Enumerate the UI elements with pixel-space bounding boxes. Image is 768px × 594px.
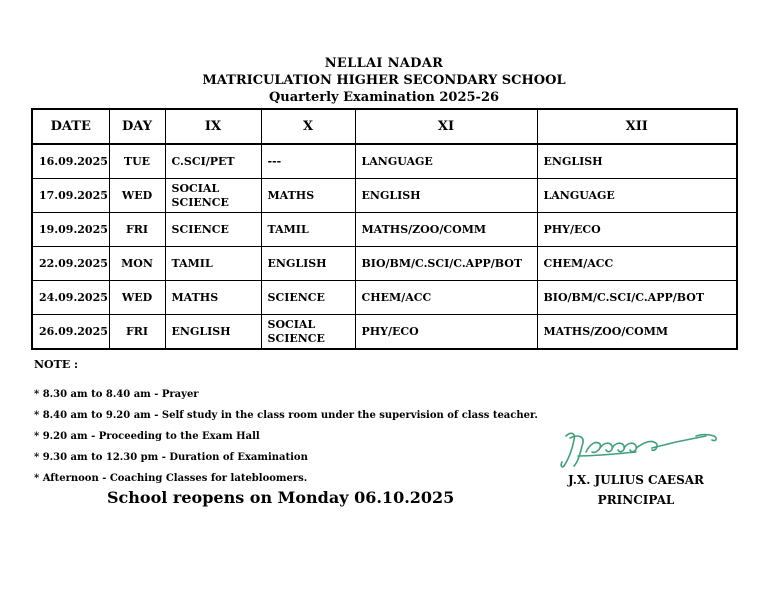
principal-block (556, 470, 716, 510)
cell-ix: ENGLISH (165, 315, 261, 350)
column-header-xii: XII (537, 109, 737, 144)
column-header-day: DAY (109, 109, 165, 144)
cell-date: 26.09.2025 (32, 315, 109, 350)
column-header-date: DATE (32, 109, 109, 144)
principal-title: PRINCIPAL (597, 493, 675, 507)
column-header-ix: IX (165, 109, 261, 144)
cell-ix: SOCIAL SCIENCE (165, 179, 261, 213)
table-row (32, 315, 737, 350)
cell-xii: BIO/BM/C.SCI/C.APP/BOT (537, 281, 737, 315)
principal-name: J.X. JULIUS CAESAR (567, 473, 705, 487)
list-item: * 8.30 am to 8.40 am - Prayer (34, 389, 199, 400)
principal-signature-icon (556, 426, 726, 470)
notes-list (34, 384, 538, 489)
cell-date: 17.09.2025 (32, 179, 109, 213)
cell-x: ENGLISH (261, 247, 355, 281)
exam-title: Quarterly Examination 2025-26 (268, 90, 500, 105)
column-header-xi: XI (355, 109, 537, 144)
cell-day: FRI (109, 213, 165, 247)
cell-ix: MATHS (165, 281, 261, 315)
cell-x: SOCIAL SCIENCE (261, 315, 355, 350)
cell-x: --- (261, 144, 355, 179)
table-row (32, 144, 737, 179)
table-row (32, 213, 737, 247)
cell-xii: PHY/ECO (537, 213, 737, 247)
document-header (0, 55, 768, 106)
cell-day: TUE (109, 144, 165, 179)
cell-date: 19.09.2025 (32, 213, 109, 247)
school-name: NELLAI NADAR (324, 56, 444, 71)
table-header-row (32, 109, 737, 144)
cell-day: FRI (109, 315, 165, 350)
list-item: * 8.40 am to 9.20 am - Self study in the class room under the supervision of class teacher. (34, 410, 538, 421)
cell-xi: BIO/BM/C.SCI/C.APP/BOT (355, 247, 537, 281)
cell-ix: TAMIL (165, 247, 261, 281)
cell-day: WED (109, 281, 165, 315)
cell-day: MON (109, 247, 165, 281)
list-item: * 9.20 am - Proceeding to the Exam Hall (34, 431, 260, 442)
cell-ix: C.SCI/PET (165, 144, 261, 179)
list-item: * Afternoon - Coaching Classes for latebloomers. (34, 473, 308, 484)
table-row (32, 247, 737, 281)
column-header-x: X (261, 109, 355, 144)
table-row (32, 179, 737, 213)
cell-x: SCIENCE (261, 281, 355, 315)
cell-xi: LANGUAGE (355, 144, 537, 179)
cell-x: MATHS (261, 179, 355, 213)
cell-date: 16.09.2025 (32, 144, 109, 179)
cell-date: 22.09.2025 (32, 247, 109, 281)
table-row (32, 281, 737, 315)
cell-day: WED (109, 179, 165, 213)
cell-xi: CHEM/ACC (355, 281, 537, 315)
cell-xii: MATHS/ZOO/COMM (537, 315, 737, 350)
cell-date: 24.09.2025 (32, 281, 109, 315)
reopen-notice: School reopens on Monday 06.10.2025 (107, 488, 455, 507)
cell-xii: CHEM/ACC (537, 247, 737, 281)
note-title: NOTE : (34, 358, 79, 371)
cell-ix: SCIENCE (165, 213, 261, 247)
list-item: * 9.30 am to 12.30 pm - Duration of Examination (34, 452, 308, 463)
cell-xii: LANGUAGE (537, 179, 737, 213)
school-type: MATRICULATION HIGHER SECONDARY SCHOOL (202, 73, 566, 88)
cell-xi: PHY/ECO (355, 315, 537, 350)
cell-xi: MATHS/ZOO/COMM (355, 213, 537, 247)
cell-xii: ENGLISH (537, 144, 737, 179)
cell-xi: ENGLISH (355, 179, 537, 213)
exam-schedule-table (31, 108, 738, 350)
cell-x: TAMIL (261, 213, 355, 247)
